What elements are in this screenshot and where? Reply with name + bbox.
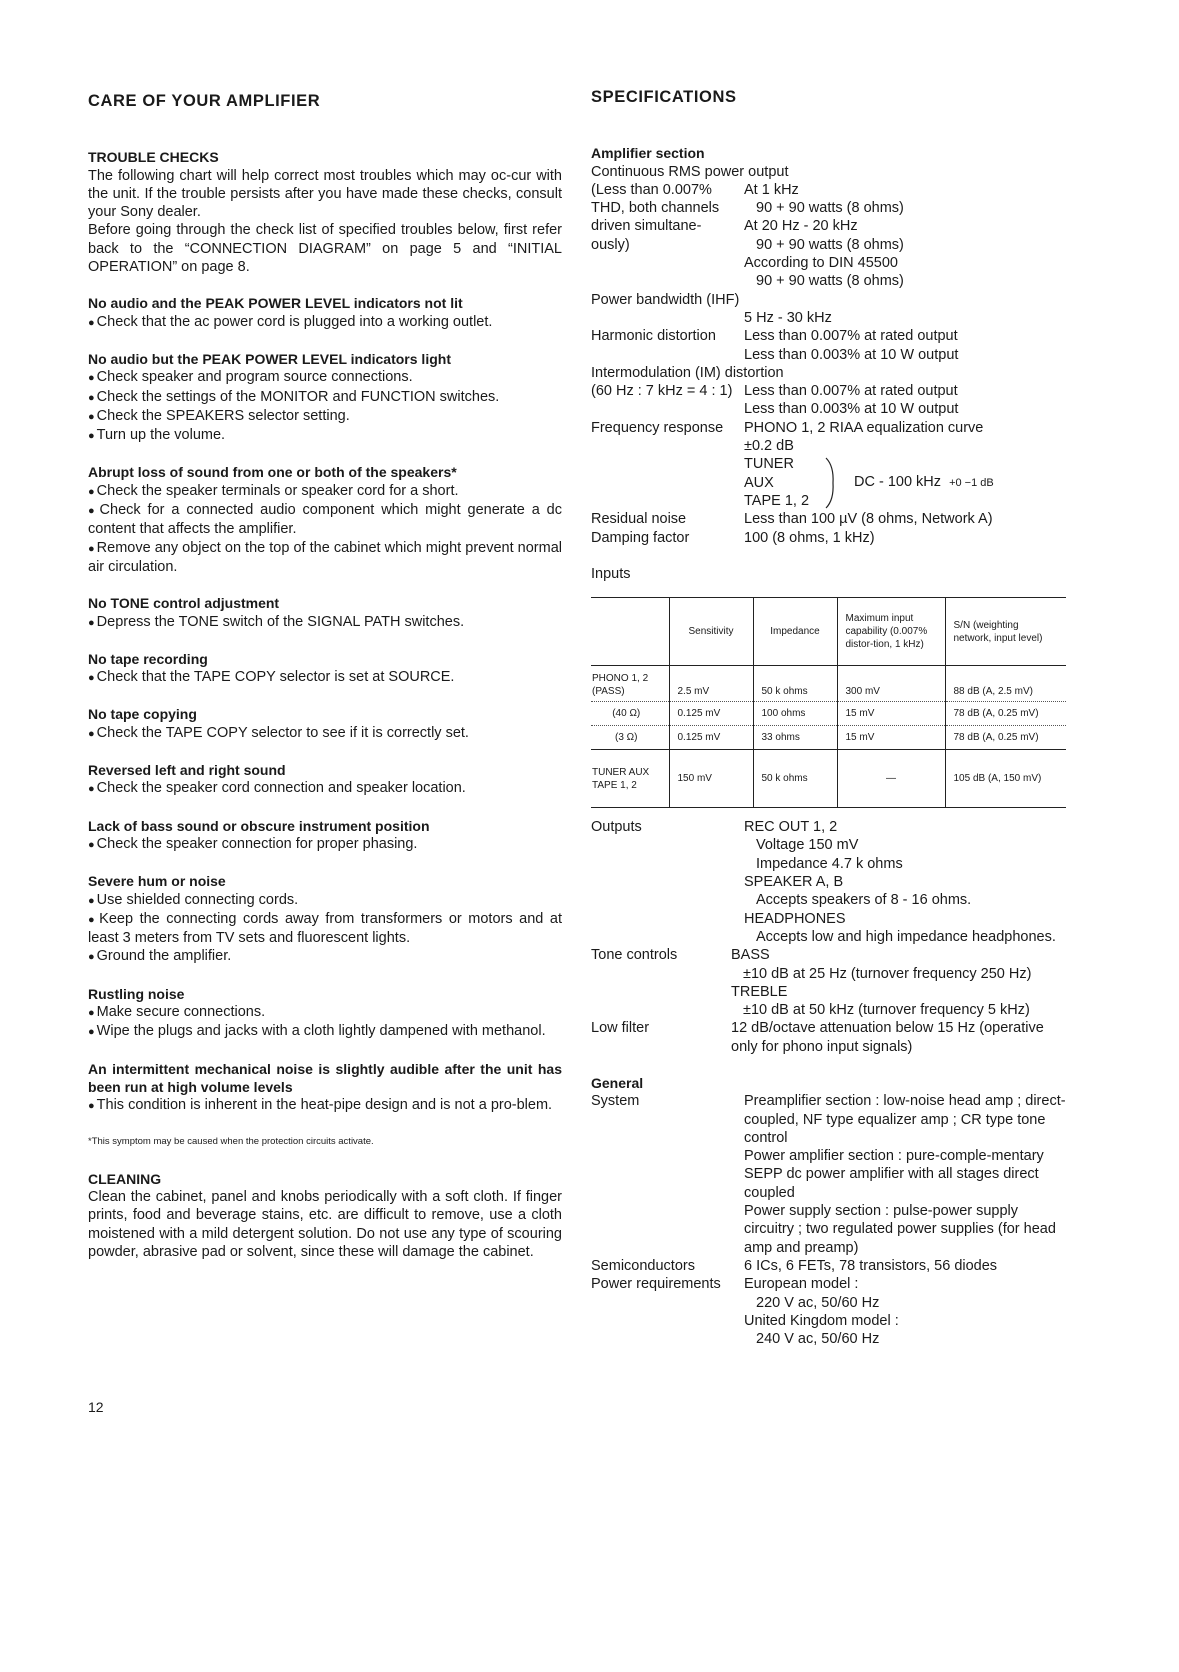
power-requirements-spec xyxy=(591,1275,1071,1348)
spec-value xyxy=(744,382,1071,419)
spec-value xyxy=(744,327,1071,364)
spec-label: Residual noise xyxy=(591,511,687,528)
spec-value xyxy=(731,946,1071,1019)
spec-label: Harmonic distortion xyxy=(591,328,716,345)
table-cell: 0.125 mV xyxy=(669,726,753,750)
specifications-column xyxy=(591,88,1071,1348)
trouble-title: Lack of bass sound or obscure instrument position xyxy=(88,817,430,834)
spec-value: 5 Hz - 30 kHz xyxy=(744,309,832,326)
fr-range-value: DC - 100 kHz xyxy=(854,474,942,491)
page-number: 12 xyxy=(88,1399,104,1415)
spec-value-line: ±0.2 dB xyxy=(744,438,794,455)
trouble-check: ● Check the TAPE COPY selector to see if it is correctly set. xyxy=(88,724,562,743)
table-header-cell: Impedance xyxy=(753,598,837,666)
fr-inputs-list xyxy=(744,455,824,510)
trouble-title: Reversed left and right sound xyxy=(88,762,286,779)
trouble-item xyxy=(88,350,562,445)
continuous-rms-label: Continuous RMS power output xyxy=(591,163,789,180)
trouble-title: Abrupt loss of sound from one or both of the speakers* xyxy=(88,464,457,481)
spec-value-line: ±10 dB at 50 kHz (turnover frequency 5 kHz) xyxy=(743,1002,1030,1019)
outputs-spec xyxy=(591,818,1071,946)
table-cell: 15 mV xyxy=(837,702,945,726)
table-cell: 78 dB (A, 0.25 mV) xyxy=(945,726,1066,750)
spec-value-line: 90 + 90 watts (8 ohms) xyxy=(756,236,904,253)
tone-controls-spec xyxy=(591,946,1071,1019)
trouble-intro-1: The following chart will help correct most troubles which may oc-cur with the unit. If the trouble persists after you have made these checks, consult your Sony dealer. xyxy=(88,167,562,221)
harmonic-distortion-spec xyxy=(591,327,1071,364)
specifications-title: SPECIFICATIONS xyxy=(591,88,737,106)
residual-noise-spec xyxy=(591,510,1071,528)
cleaning-text: Clean the cabinet, panel and knobs periodically with a soft cloth. If finger prints, food and beverage stains, etc. are difficult to remove, use a cloth moistened with a mild detergent solution. Do not use any type of scouring powder, abrasive pad or solvent, since these will damage the cabinet. xyxy=(88,1189,562,1260)
trouble-item xyxy=(88,985,562,1042)
trouble-check: ● Check the speaker connection for proper phasing. xyxy=(88,835,562,854)
semiconductors-spec xyxy=(591,1257,1071,1275)
fr-range-tolerance: +0 −1 dB xyxy=(949,477,994,490)
trouble-title: Rustling noise xyxy=(88,985,185,1002)
care-column xyxy=(88,92,562,1261)
page-title: CARE OF YOUR AMPLIFIER xyxy=(88,92,321,110)
spec-value-line: SPEAKER A, B xyxy=(744,874,844,891)
spec-label: System xyxy=(591,1093,640,1110)
footnote: *This symptom may be caused when the protection circuits activate. xyxy=(88,1136,374,1148)
spec-value: 6 ICs, 6 FETs, 78 transistors, 56 diodes xyxy=(744,1257,998,1274)
spec-label xyxy=(591,181,744,291)
spec-label xyxy=(591,309,744,327)
spec-label: Power requirements xyxy=(591,1276,721,1293)
trouble-check: ● Check for a connected audio component which might generate a dc content that affects the amplifier. xyxy=(88,501,562,539)
spec-value-line: Power amplifier section : pure-comple-mentary SEPP dc power amplifier with all stages direct coupled xyxy=(744,1148,1044,1201)
im-distortion-label: Intermodulation (IM) distortion xyxy=(591,364,784,381)
cleaning-section xyxy=(88,1170,562,1261)
spec-label: Outputs xyxy=(591,819,642,836)
spec-label: Damping factor xyxy=(591,529,690,546)
trouble-check: ● Check that the ac power cord is plugged into a working outlet. xyxy=(88,313,562,332)
table-header-cell xyxy=(591,598,669,666)
table-cell: 33 ohms xyxy=(753,726,837,750)
spec-value xyxy=(744,181,1071,291)
spec-value-line: 90 + 90 watts (8 ohms) xyxy=(756,273,904,290)
trouble-title: No audio and the PEAK POWER LEVEL indicators not lit xyxy=(88,295,463,312)
table-row xyxy=(591,726,1066,750)
spec-value-line: PHONO 1, 2 RIAA equalization curve xyxy=(744,419,984,436)
table-cell: 0.125 mV xyxy=(669,702,753,726)
spec-value-line: 90 + 90 watts (8 ohms) xyxy=(756,200,904,217)
spec-value-line: REC OUT 1, 2 xyxy=(744,819,838,836)
trouble-item xyxy=(88,650,562,688)
im-distortion-spec xyxy=(591,382,1071,419)
spec-value-line: Less than 0.003% at 10 W output xyxy=(744,401,959,418)
table-cell: 88 dB (A, 2.5 mV) xyxy=(945,666,1066,702)
fr-range xyxy=(854,473,994,492)
spec-value xyxy=(744,419,1071,510)
fr-input: TUNER xyxy=(744,456,794,473)
table-cell: 2.5 mV xyxy=(669,666,753,702)
trouble-title: No tape copying xyxy=(88,706,197,723)
spec-value-line: BASS xyxy=(731,947,770,964)
spec-value-line: Preamplifier section : low-noise head amp ; direct-coupled, NF type equalizer amp ; CR type tone control xyxy=(744,1093,1066,1146)
trouble-check: ● Remove any object on the top of the cabinet which might prevent normal air circulation. xyxy=(88,539,562,577)
table-header-cell: Sensitivity xyxy=(669,598,753,666)
table-cell: 150 mV xyxy=(669,750,753,808)
table-cell: 15 mV xyxy=(837,726,945,750)
low-filter-spec xyxy=(591,1019,1071,1056)
table-cell: 105 dB (A, 150 mV) xyxy=(945,750,1066,808)
fr-line-inputs xyxy=(744,455,1071,510)
trouble-check: ● Ground the amplifier. xyxy=(88,947,562,966)
inputs-table xyxy=(591,597,1066,808)
trouble-item xyxy=(88,872,562,966)
spec-value-line: ±10 dB at 25 Hz (turnover frequency 250 Hz) xyxy=(743,965,1032,982)
trouble-check: ● Keep the connecting cords away from transformers or motors and at least 3 meters from TV sets and fluorescent lights. xyxy=(88,910,562,948)
spec-value: 100 (8 ohms, 1 kHz) xyxy=(744,529,875,546)
fr-input: AUX xyxy=(744,474,774,491)
table-cell: 300 mV xyxy=(837,666,945,702)
table-cell: 78 dB (A, 0.25 mV) xyxy=(945,702,1066,726)
trouble-heading: TROUBLE CHECKS xyxy=(88,149,219,166)
spec-value-line: At 1 kHz xyxy=(744,181,799,198)
table-row xyxy=(591,666,1066,702)
table-cell: (40 Ω) xyxy=(591,702,669,726)
trouble-check: ● Check the speaker cord connection and speaker location. xyxy=(88,779,562,798)
power-bandwidth-spec xyxy=(591,309,1071,327)
frequency-response-spec xyxy=(591,419,1071,510)
table-cell: 50 k ohms xyxy=(753,666,837,702)
trouble-title: An intermittent mechanical noise is slightly audible after the unit has been run at high volume levels xyxy=(88,1060,562,1095)
spec-label: (60 Hz : 7 kHz = 4 : 1) xyxy=(591,383,733,400)
trouble-check: ● Check the settings of the MONITOR and FUNCTION switches. xyxy=(88,388,562,407)
spec-label-line: driven simultane- xyxy=(591,218,702,235)
table-header-cell: Maximum input capability (0.007% distor-tion, 1 kHz) xyxy=(837,598,945,666)
trouble-checks-section xyxy=(88,148,562,276)
trouble-check: ● This condition is inherent in the heat-pipe design and is not a pro-blem. xyxy=(88,1096,562,1115)
trouble-title: No tape recording xyxy=(88,650,208,667)
spec-value-line: European model : xyxy=(744,1276,859,1293)
spec-value-line: 220 V ac, 50/60 Hz xyxy=(756,1294,880,1311)
trouble-check: ● Check that the TAPE COPY selector is set at SOURCE. xyxy=(88,668,562,687)
spec-label: Low filter xyxy=(591,1020,650,1037)
table-cell: TUNER AUX TAPE 1, 2 xyxy=(591,750,669,808)
trouble-check: ● Depress the TONE switch of the SIGNAL PATH switches. xyxy=(88,613,562,632)
trouble-item xyxy=(88,1060,562,1116)
trouble-check: ● Check speaker and program source connections. xyxy=(88,368,562,387)
trouble-item xyxy=(88,463,562,576)
spec-label: Frequency response xyxy=(591,419,724,436)
brace-icon xyxy=(824,456,838,510)
inputs-label: Inputs xyxy=(591,565,631,582)
spec-label-line: THD, both channels xyxy=(591,200,720,217)
trouble-check: ● Check the SPEAKERS selector setting. xyxy=(88,407,562,426)
spec-value-line: Less than 0.007% at rated output xyxy=(744,383,958,400)
spec-value-line: Accepts low and high impedance headphones. xyxy=(756,928,1056,945)
table-cell: (3 Ω) xyxy=(591,726,669,750)
table-header-cell: S/N (weighting network, input level) xyxy=(945,598,1066,666)
spec-value-line: United Kingdom model : xyxy=(744,1312,899,1329)
trouble-item xyxy=(88,705,562,743)
power-bandwidth-label: Power bandwidth (IHF) xyxy=(591,291,740,308)
continuous-rms-spec xyxy=(591,181,1071,291)
table-cell: 100 ohms xyxy=(753,702,837,726)
trouble-check: ● Wipe the plugs and jacks with a cloth lightly dampened with methanol. xyxy=(88,1022,562,1041)
spec-value-line: According to DIN 45500 xyxy=(744,255,898,272)
trouble-check: ● Make secure connections. xyxy=(88,1003,562,1022)
table-cell: 50 k ohms xyxy=(753,750,837,808)
trouble-check: ● Check the speaker terminals or speaker cord for a short. xyxy=(88,482,562,501)
spec-value xyxy=(744,818,1071,946)
trouble-item xyxy=(88,817,562,855)
cleaning-heading: CLEANING xyxy=(88,1170,162,1187)
spec-value-line: Less than 0.007% at rated output xyxy=(744,328,958,345)
system-spec xyxy=(591,1092,1071,1257)
spec-value-line: Impedance 4.7 k ohms xyxy=(756,855,903,872)
spec-label: Semiconductors xyxy=(591,1257,695,1274)
trouble-item xyxy=(88,594,562,632)
spec-label-line: ously) xyxy=(591,236,630,253)
table-cell: — xyxy=(837,750,945,808)
table-cell: PHONO 1, 2 (PASS) xyxy=(591,666,669,702)
table-row xyxy=(591,750,1066,808)
spec-value-line: Accepts speakers of 8 - 16 ohms. xyxy=(756,892,972,909)
spec-value xyxy=(744,1275,1071,1348)
trouble-item xyxy=(88,761,562,799)
spec-value-line: HEADPHONES xyxy=(744,910,846,927)
spec-value: 12 dB/octave attenuation below 15 Hz (operative only for phono input signals) xyxy=(731,1020,1044,1055)
trouble-title: No TONE control adjustment xyxy=(88,595,280,612)
spec-value-line: At 20 Hz - 20 kHz xyxy=(744,218,858,235)
spec-value-line: Power supply section : pulse-power supply circuitry ; two regulated power supplies (for head amp and preamp) xyxy=(744,1203,1056,1256)
spec-value-line: Less than 0.003% at 10 W output xyxy=(744,346,959,363)
spec-value xyxy=(744,1092,1071,1257)
spec-value-line: TREBLE xyxy=(731,983,788,1000)
trouble-check: ● Use shielded connecting cords. xyxy=(88,891,562,910)
trouble-title: No audio but the PEAK POWER LEVEL indicators light xyxy=(88,350,451,367)
trouble-intro-2: Before going through the check list of specified troubles below, first refer back to the “CONNECTION DIAGRAM” on page 5 and “INITIAL OPERATION” on page 8. xyxy=(88,222,562,276)
table-header-row xyxy=(591,598,1066,666)
spec-value-line: Voltage 150 mV xyxy=(756,837,859,854)
trouble-title: Severe hum or noise xyxy=(88,873,226,890)
general-heading: General xyxy=(591,1074,644,1091)
amplifier-section-heading: Amplifier section xyxy=(591,145,705,162)
damping-factor-spec xyxy=(591,529,1071,547)
spec-value-line: 240 V ac, 50/60 Hz xyxy=(756,1331,880,1348)
spec-label-line: (Less than 0.007% xyxy=(591,181,712,198)
fr-input: TAPE 1, 2 xyxy=(744,492,810,509)
trouble-check: ● Turn up the volume. xyxy=(88,426,562,445)
spec-label: Tone controls xyxy=(591,947,678,964)
trouble-item xyxy=(88,294,562,332)
spec-value: Less than 100 µV (8 ohms, Network A) xyxy=(744,511,993,528)
table-row xyxy=(591,702,1066,726)
